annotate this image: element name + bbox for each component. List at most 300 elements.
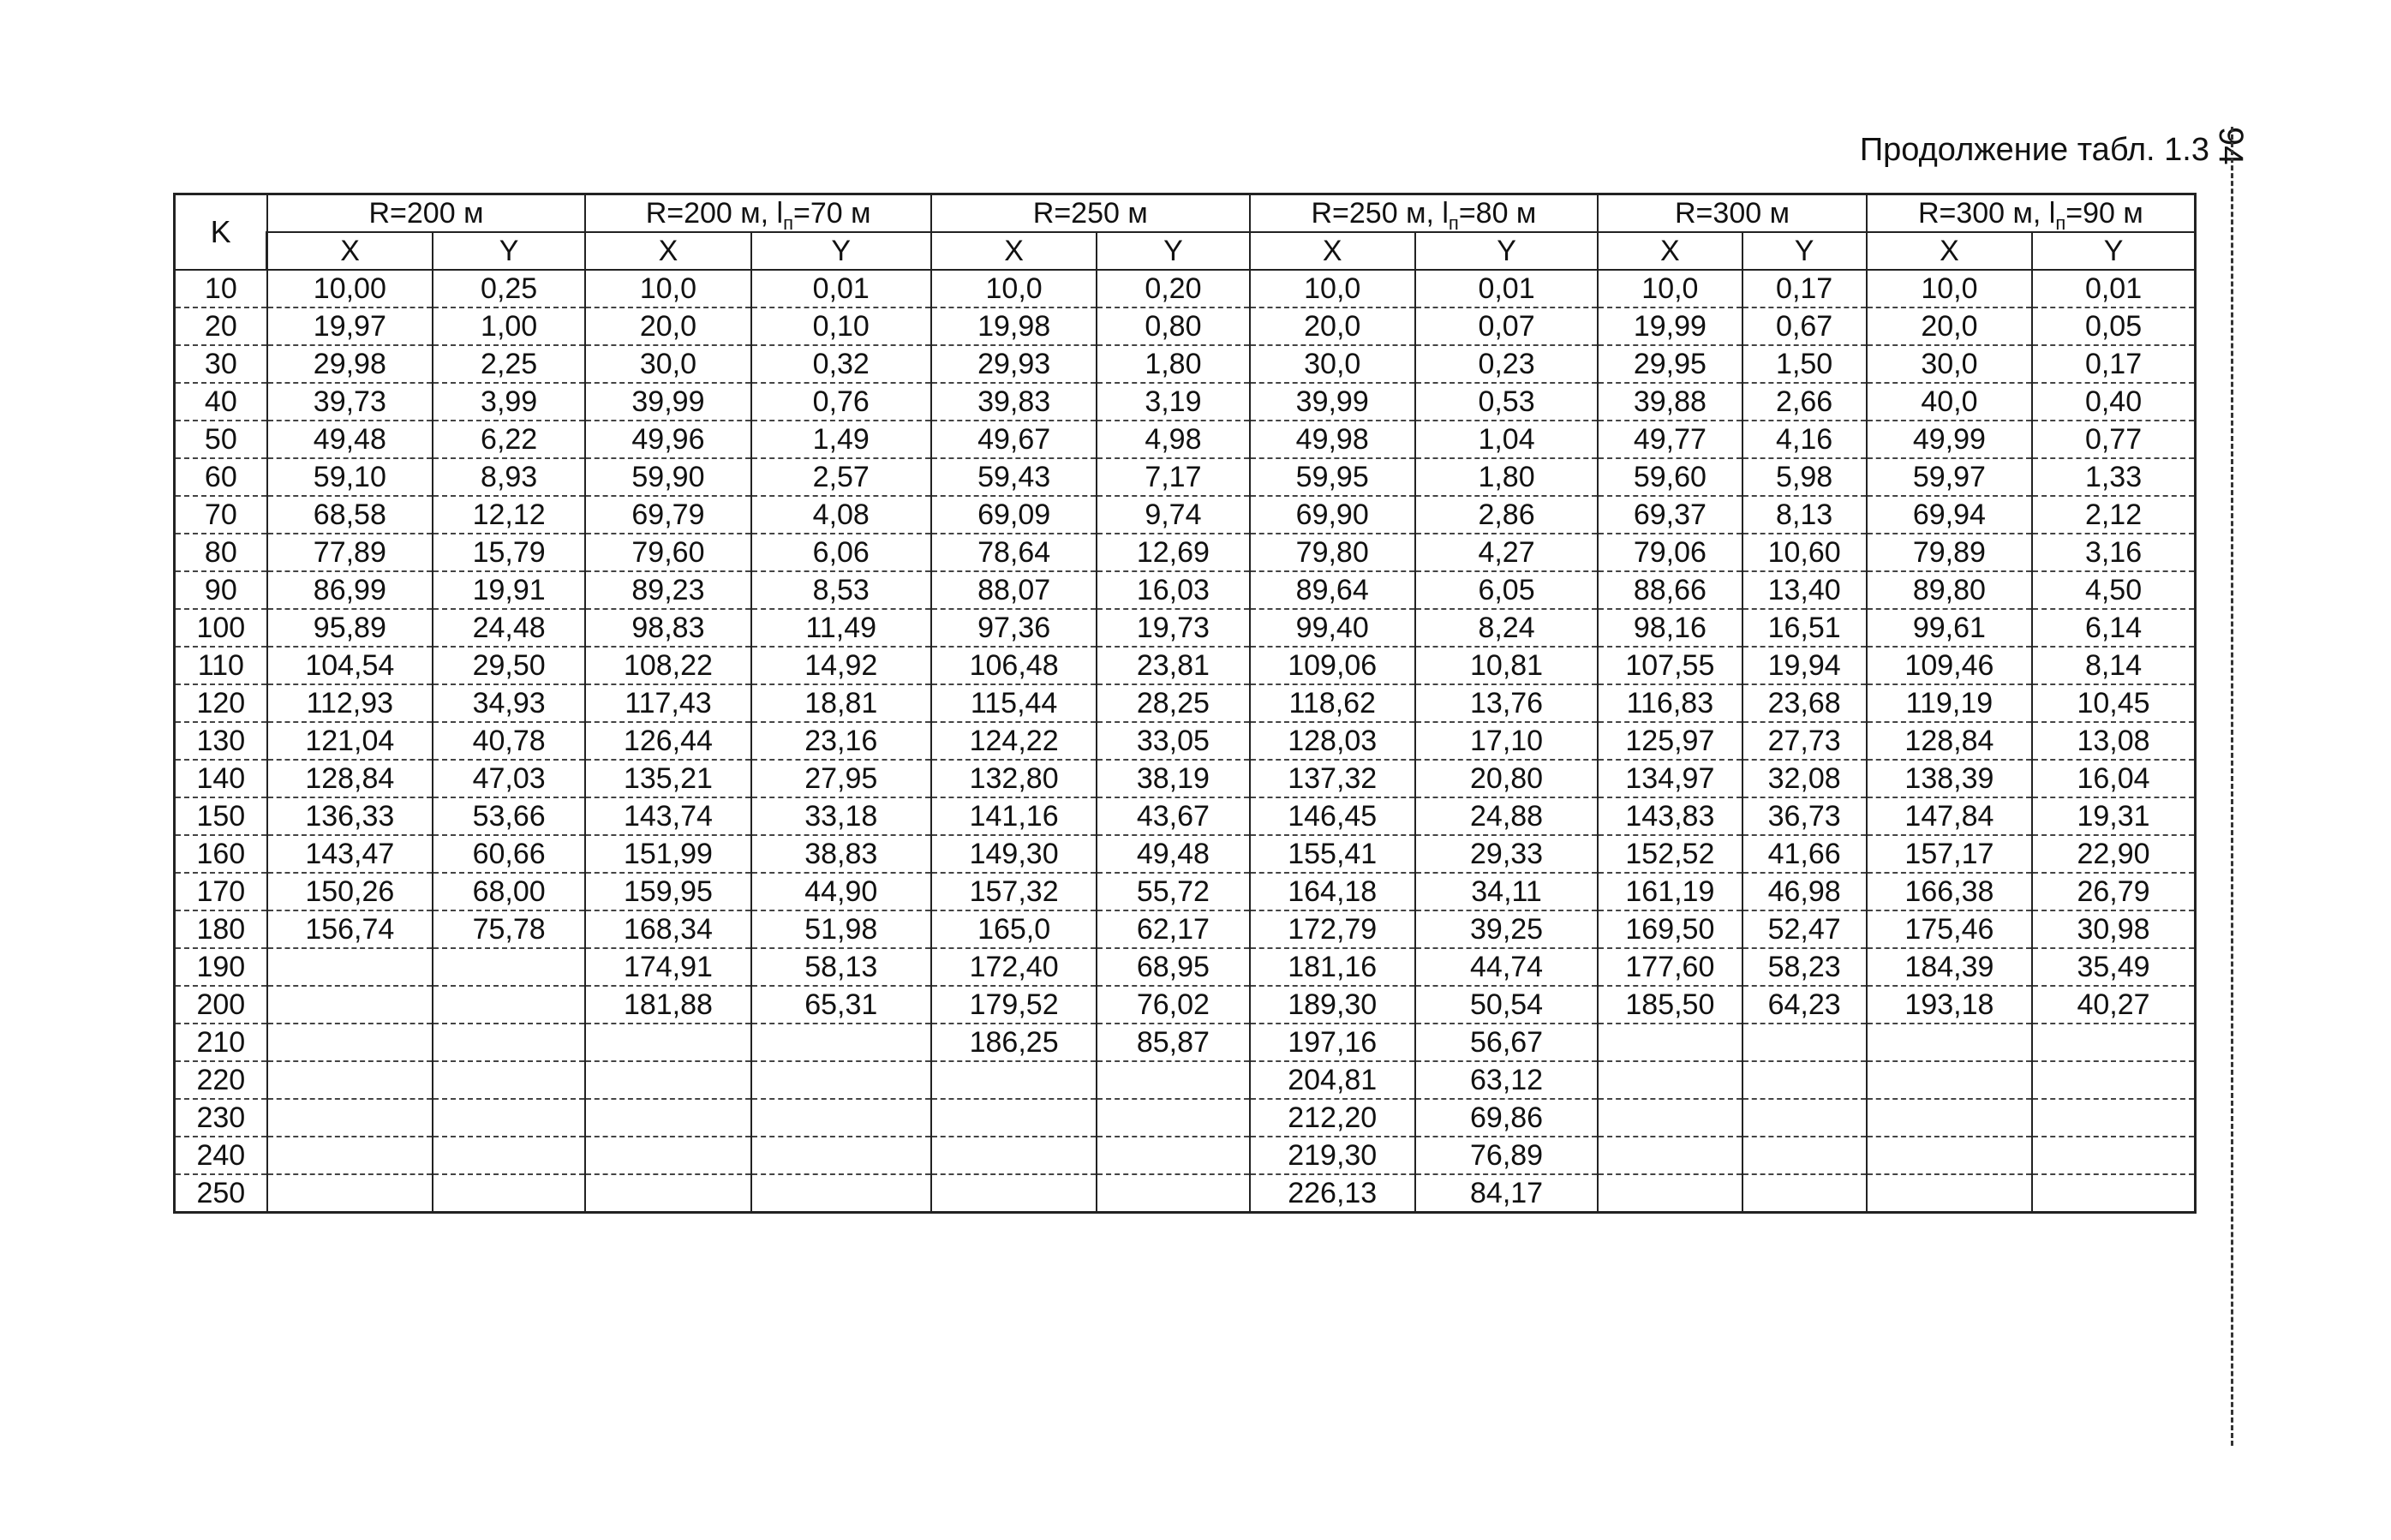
y-value-cell: 6,06 (751, 534, 931, 571)
y-value-cell: 58,23 (1742, 948, 1867, 986)
table-row (175, 609, 2196, 647)
y-value-cell: 52,47 (1742, 910, 1867, 948)
y-value-cell (433, 1099, 585, 1137)
x-value-cell: 79,80 (1250, 534, 1415, 571)
x-value-cell (585, 1137, 750, 1174)
x-value-cell: 59,43 (931, 458, 1097, 496)
y-value-cell: 18,81 (751, 684, 931, 722)
x-value-cell: 150,26 (267, 873, 433, 910)
x-value-cell: 147,84 (1867, 797, 2032, 835)
y-value-cell: 17,10 (1415, 722, 1598, 760)
y-value-cell: 13,08 (2032, 722, 2195, 760)
x-value-cell: 39,99 (585, 383, 750, 421)
group-header: R=300 м (1598, 194, 1867, 233)
table-row (175, 684, 2196, 722)
x-value-cell: 226,13 (1250, 1174, 1415, 1213)
x-value-cell: 181,16 (1250, 948, 1415, 986)
y-value-cell (1097, 1174, 1249, 1213)
y-value-cell: 0,67 (1742, 307, 1867, 345)
y-value-cell: 20,80 (1415, 760, 1598, 797)
x-value-cell (1598, 1137, 1742, 1174)
k-value-cell: 100 (175, 609, 267, 647)
y-value-cell: 0,23 (1415, 345, 1598, 383)
y-value-cell: 33,05 (1097, 722, 1249, 760)
x-value-cell: 30,0 (1867, 345, 2032, 383)
x-value-cell: 121,04 (267, 722, 433, 760)
y-value-cell: 29,33 (1415, 835, 1598, 873)
table-row (175, 647, 2196, 684)
x-value-cell: 49,48 (267, 421, 433, 458)
y-value-cell: 2,25 (433, 345, 585, 383)
table-row (175, 458, 2196, 496)
x-value-cell: 135,21 (585, 760, 750, 797)
table-body (175, 270, 2196, 1213)
y-header: Y (1415, 232, 1598, 270)
x-value-cell: 30,0 (1250, 345, 1415, 383)
x-value-cell: 185,50 (1598, 986, 1742, 1024)
x-value-cell (1598, 1174, 1742, 1213)
table-row (175, 1099, 2196, 1137)
k-value-cell: 200 (175, 986, 267, 1024)
x-value-cell: 30,0 (585, 345, 750, 383)
y-value-cell: 5,98 (1742, 458, 1867, 496)
k-value-cell: 110 (175, 647, 267, 684)
x-value-cell: 88,66 (1598, 571, 1742, 609)
x-header: X (1867, 232, 2032, 270)
x-value-cell: 19,97 (267, 307, 433, 345)
x-value-cell (931, 1061, 1097, 1099)
table-row (175, 307, 2196, 345)
y-value-cell: 30,98 (2032, 910, 2195, 948)
y-value-cell: 44,90 (751, 873, 931, 910)
x-value-cell: 39,99 (1250, 383, 1415, 421)
y-value-cell: 34,93 (433, 684, 585, 722)
k-value-cell: 60 (175, 458, 267, 496)
xy-header-row (175, 232, 2196, 270)
y-value-cell: 84,17 (1415, 1174, 1598, 1213)
x-value-cell: 174,91 (585, 948, 750, 986)
x-value-cell: 141,16 (931, 797, 1097, 835)
y-value-cell (433, 1024, 585, 1061)
table-row (175, 496, 2196, 534)
x-value-cell: 59,60 (1598, 458, 1742, 496)
x-value-cell: 117,43 (585, 684, 750, 722)
x-value-cell: 79,60 (585, 534, 750, 571)
y-value-cell: 16,03 (1097, 571, 1249, 609)
x-value-cell: 98,16 (1598, 609, 1742, 647)
y-value-cell: 13,40 (1742, 571, 1867, 609)
x-value-cell (1867, 1061, 2032, 1099)
x-header: X (267, 232, 433, 270)
x-value-cell (585, 1061, 750, 1099)
y-value-cell: 12,69 (1097, 534, 1249, 571)
x-value-cell (1598, 1024, 1742, 1061)
k-value-cell: 20 (175, 307, 267, 345)
y-value-cell: 11,49 (751, 609, 931, 647)
x-value-cell: 152,52 (1598, 835, 1742, 873)
y-value-cell (2032, 1174, 2195, 1213)
y-value-cell (1742, 1061, 1867, 1099)
x-value-cell: 49,67 (931, 421, 1097, 458)
x-value-cell: 99,40 (1250, 609, 1415, 647)
x-value-cell: 59,95 (1250, 458, 1415, 496)
x-value-cell: 49,99 (1867, 421, 2032, 458)
x-value-cell (1867, 1099, 2032, 1137)
y-value-cell (1742, 1024, 1867, 1061)
x-value-cell: 10,0 (585, 270, 750, 307)
x-value-cell: 132,80 (931, 760, 1097, 797)
y-value-cell: 10,60 (1742, 534, 1867, 571)
x-value-cell (585, 1174, 750, 1213)
k-value-cell: 160 (175, 835, 267, 873)
x-value-cell: 49,96 (585, 421, 750, 458)
y-value-cell: 27,95 (751, 760, 931, 797)
y-value-cell: 3,99 (433, 383, 585, 421)
k-value-cell: 170 (175, 873, 267, 910)
y-value-cell: 0,01 (751, 270, 931, 307)
y-value-cell: 19,91 (433, 571, 585, 609)
y-value-cell: 36,73 (1742, 797, 1867, 835)
x-value-cell: 181,88 (585, 986, 750, 1024)
x-value-cell: 89,64 (1250, 571, 1415, 609)
x-value-cell: 99,61 (1867, 609, 2032, 647)
k-value-cell: 220 (175, 1061, 267, 1099)
x-value-cell: 29,93 (931, 345, 1097, 383)
x-value-cell: 86,99 (267, 571, 433, 609)
x-value-cell (931, 1099, 1097, 1137)
y-value-cell: 41,66 (1742, 835, 1867, 873)
x-value-cell: 116,83 (1598, 684, 1742, 722)
y-value-cell: 4,08 (751, 496, 931, 534)
group-header: R=250 м (931, 194, 1250, 233)
y-value-cell: 0,05 (2032, 307, 2195, 345)
x-value-cell: 104,54 (267, 647, 433, 684)
y-value-cell: 1,80 (1415, 458, 1598, 496)
y-value-cell: 75,78 (433, 910, 585, 948)
y-value-cell: 8,14 (2032, 647, 2195, 684)
x-value-cell (267, 1174, 433, 1213)
y-value-cell: 0,20 (1097, 270, 1249, 307)
y-value-cell: 24,88 (1415, 797, 1598, 835)
group-header: R=250 м, $l_п=80$ м (1250, 194, 1599, 233)
x-value-cell: 143,74 (585, 797, 750, 835)
x-value-cell: 69,09 (931, 496, 1097, 534)
y-value-cell: 29,50 (433, 647, 585, 684)
y-value-cell: 0,01 (1415, 270, 1598, 307)
x-value-cell: 79,06 (1598, 534, 1742, 571)
y-value-cell: 12,12 (433, 496, 585, 534)
x-value-cell: 106,48 (931, 647, 1097, 684)
x-value-cell: 204,81 (1250, 1061, 1415, 1099)
y-value-cell: 8,13 (1742, 496, 1867, 534)
y-value-cell: 8,93 (433, 458, 585, 496)
y-value-cell: 0,53 (1415, 383, 1598, 421)
y-value-cell (1742, 1099, 1867, 1137)
x-value-cell: 107,55 (1598, 647, 1742, 684)
x-value-cell: 164,18 (1250, 873, 1415, 910)
y-value-cell: 16,51 (1742, 609, 1867, 647)
x-value-cell: 128,84 (267, 760, 433, 797)
y-value-cell: 0,77 (2032, 421, 2195, 458)
table-row (175, 1061, 2196, 1099)
x-header: X (1598, 232, 1742, 270)
y-value-cell: 50,54 (1415, 986, 1598, 1024)
y-value-cell: 10,81 (1415, 647, 1598, 684)
y-value-cell: 1,00 (433, 307, 585, 345)
y-value-cell: 3,16 (2032, 534, 2195, 571)
k-value-cell: 50 (175, 421, 267, 458)
x-value-cell: 10,00 (267, 270, 433, 307)
y-value-cell: 39,25 (1415, 910, 1598, 948)
y-value-cell (751, 1099, 931, 1137)
y-value-cell (1097, 1061, 1249, 1099)
x-value-cell: 89,23 (585, 571, 750, 609)
y-value-cell: 56,67 (1415, 1024, 1598, 1061)
y-value-cell: 0,07 (1415, 307, 1598, 345)
x-value-cell: 157,17 (1867, 835, 2032, 873)
y-value-cell: 76,89 (1415, 1137, 1598, 1174)
y-value-cell: 8,53 (751, 571, 931, 609)
y-value-cell: 19,94 (1742, 647, 1867, 684)
x-value-cell: 29,95 (1598, 345, 1742, 383)
x-value-cell: 212,20 (1250, 1099, 1415, 1137)
k-column-header: K (175, 194, 267, 271)
x-value-cell: 172,79 (1250, 910, 1415, 948)
x-value-cell: 20,0 (585, 307, 750, 345)
x-value-cell: 166,38 (1867, 873, 2032, 910)
y-value-cell: 26,79 (2032, 873, 2195, 910)
x-value-cell: 49,98 (1250, 421, 1415, 458)
y-value-cell: 2,57 (751, 458, 931, 496)
y-header: Y (2032, 232, 2195, 270)
y-value-cell: 68,95 (1097, 948, 1249, 986)
table-row (175, 910, 2196, 948)
x-value-cell: 137,32 (1250, 760, 1415, 797)
y-value-cell: 6,22 (433, 421, 585, 458)
x-value-cell: 59,10 (267, 458, 433, 496)
y-value-cell (433, 1061, 585, 1099)
x-value-cell: 59,97 (1867, 458, 2032, 496)
y-value-cell: 16,04 (2032, 760, 2195, 797)
table-row (175, 948, 2196, 986)
y-value-cell: 58,13 (751, 948, 931, 986)
x-value-cell: 39,73 (267, 383, 433, 421)
table-row (175, 345, 2196, 383)
table-row (175, 1137, 2196, 1174)
x-value-cell: 128,84 (1867, 722, 2032, 760)
page-number: 94 (2212, 127, 2250, 165)
coordinates-table (173, 193, 2197, 1214)
x-value-cell: 118,62 (1250, 684, 1415, 722)
x-value-cell: 151,99 (585, 835, 750, 873)
y-value-cell: 3,19 (1097, 383, 1249, 421)
k-value-cell: 230 (175, 1099, 267, 1137)
k-value-cell: 30 (175, 345, 267, 383)
y-value-cell: 85,87 (1097, 1024, 1249, 1061)
y-value-cell: 14,92 (751, 647, 931, 684)
x-value-cell: 69,90 (1250, 496, 1415, 534)
x-value-cell (267, 948, 433, 986)
x-value-cell: 124,22 (931, 722, 1097, 760)
x-value-cell: 78,64 (931, 534, 1097, 571)
y-value-cell: 69,86 (1415, 1099, 1598, 1137)
y-value-cell (2032, 1099, 2195, 1137)
x-value-cell: 186,25 (931, 1024, 1097, 1061)
y-value-cell: 43,67 (1097, 797, 1249, 835)
x-value-cell: 109,46 (1867, 647, 2032, 684)
k-value-cell: 10 (175, 270, 267, 307)
x-value-cell: 20,0 (1250, 307, 1415, 345)
y-value-cell: 4,98 (1097, 421, 1249, 458)
table-row (175, 986, 2196, 1024)
y-value-cell: 47,03 (433, 760, 585, 797)
y-value-cell: 0,32 (751, 345, 931, 383)
table-row (175, 571, 2196, 609)
table-row (175, 760, 2196, 797)
table-row (175, 1174, 2196, 1213)
group-header: R=300 м, $l_п=90$ м (1867, 194, 2196, 233)
y-value-cell: 1,33 (2032, 458, 2195, 496)
y-value-cell: 28,25 (1097, 684, 1249, 722)
y-value-cell: 0,25 (433, 270, 585, 307)
x-value-cell: 69,37 (1598, 496, 1742, 534)
x-value-cell: 155,41 (1250, 835, 1415, 873)
y-value-cell: 53,66 (433, 797, 585, 835)
x-value-cell: 109,06 (1250, 647, 1415, 684)
y-value-cell: 2,66 (1742, 383, 1867, 421)
y-value-cell (751, 1061, 931, 1099)
y-value-cell: 38,19 (1097, 760, 1249, 797)
y-value-cell (1742, 1137, 1867, 1174)
x-value-cell: 184,39 (1867, 948, 2032, 986)
x-value-cell: 19,99 (1598, 307, 1742, 345)
y-header: Y (433, 232, 585, 270)
y-value-cell: 35,49 (2032, 948, 2195, 986)
group-header: R=200 м (267, 194, 586, 233)
table-row (175, 270, 2196, 307)
x-value-cell (267, 1024, 433, 1061)
k-value-cell: 130 (175, 722, 267, 760)
y-value-cell (1097, 1137, 1249, 1174)
y-value-cell: 15,79 (433, 534, 585, 571)
y-value-cell: 19,31 (2032, 797, 2195, 835)
table-row (175, 797, 2196, 835)
k-value-cell: 180 (175, 910, 267, 948)
x-value-cell: 134,97 (1598, 760, 1742, 797)
x-value-cell: 40,0 (1867, 383, 2032, 421)
table-caption: Продолжение табл. 1.3 (1859, 132, 2209, 168)
x-value-cell: 20,0 (1867, 307, 2032, 345)
y-value-cell: 40,78 (433, 722, 585, 760)
x-value-cell: 179,52 (931, 986, 1097, 1024)
y-value-cell: 51,98 (751, 910, 931, 948)
y-value-cell: 7,17 (1097, 458, 1249, 496)
x-value-cell: 88,07 (931, 571, 1097, 609)
x-value-cell: 19,98 (931, 307, 1097, 345)
y-value-cell: 13,76 (1415, 684, 1598, 722)
y-value-cell: 60,66 (433, 835, 585, 873)
y-value-cell (1742, 1174, 1867, 1213)
y-value-cell: 1,80 (1097, 345, 1249, 383)
y-value-cell: 33,18 (751, 797, 931, 835)
y-value-cell (433, 1174, 585, 1213)
x-value-cell: 138,39 (1867, 760, 2032, 797)
table-row (175, 722, 2196, 760)
y-header: Y (1097, 232, 1249, 270)
x-value-cell: 126,44 (585, 722, 750, 760)
x-value-cell: 49,77 (1598, 421, 1742, 458)
group-header: R=200 м, $l_п=70$ м (585, 194, 931, 233)
x-value-cell: 112,93 (267, 684, 433, 722)
k-value-cell: 250 (175, 1174, 267, 1213)
group-header-row (175, 194, 2196, 233)
y-value-cell: 23,68 (1742, 684, 1867, 722)
y-value-cell: 1,04 (1415, 421, 1598, 458)
x-header: X (585, 232, 750, 270)
x-value-cell: 146,45 (1250, 797, 1415, 835)
x-value-cell: 68,58 (267, 496, 433, 534)
y-value-cell: 23,81 (1097, 647, 1249, 684)
x-value-cell: 136,33 (267, 797, 433, 835)
y-value-cell: 0,17 (1742, 270, 1867, 307)
y-header: Y (1742, 232, 1867, 270)
x-value-cell: 10,0 (931, 270, 1097, 307)
k-value-cell: 120 (175, 684, 267, 722)
y-value-cell: 2,86 (1415, 496, 1598, 534)
y-value-cell: 68,00 (433, 873, 585, 910)
y-value-cell: 4,27 (1415, 534, 1598, 571)
y-value-cell: 22,90 (2032, 835, 2195, 873)
x-value-cell (1598, 1099, 1742, 1137)
x-value-cell (931, 1174, 1097, 1213)
x-value-cell: 165,0 (931, 910, 1097, 948)
y-value-cell: 46,98 (1742, 873, 1867, 910)
k-value-cell: 70 (175, 496, 267, 534)
x-value-cell: 29,98 (267, 345, 433, 383)
x-header: X (931, 232, 1097, 270)
y-value-cell: 0,40 (2032, 383, 2195, 421)
y-value-cell: 55,72 (1097, 873, 1249, 910)
x-value-cell: 172,40 (931, 948, 1097, 986)
table-row (175, 835, 2196, 873)
y-value-cell (2032, 1061, 2195, 1099)
y-value-cell: 10,45 (2032, 684, 2195, 722)
y-value-cell: 63,12 (1415, 1061, 1598, 1099)
x-value-cell: 89,80 (1867, 571, 2032, 609)
x-value-cell: 119,19 (1867, 684, 2032, 722)
y-value-cell: 40,27 (2032, 986, 2195, 1024)
x-value-cell (267, 1061, 433, 1099)
y-value-cell (433, 986, 585, 1024)
y-value-cell: 6,14 (2032, 609, 2195, 647)
y-value-cell: 65,31 (751, 986, 931, 1024)
x-value-cell (1867, 1024, 2032, 1061)
y-value-cell: 0,80 (1097, 307, 1249, 345)
x-value-cell: 115,44 (931, 684, 1097, 722)
x-value-cell: 169,50 (1598, 910, 1742, 948)
x-value-cell (1867, 1137, 2032, 1174)
x-value-cell: 189,30 (1250, 986, 1415, 1024)
y-value-cell: 24,48 (433, 609, 585, 647)
y-value-cell: 34,11 (1415, 873, 1598, 910)
x-value-cell: 79,89 (1867, 534, 2032, 571)
x-value-cell (267, 1137, 433, 1174)
x-value-cell: 39,88 (1598, 383, 1742, 421)
k-value-cell: 240 (175, 1137, 267, 1174)
k-value-cell: 40 (175, 383, 267, 421)
x-value-cell (267, 1099, 433, 1137)
k-value-cell: 150 (175, 797, 267, 835)
